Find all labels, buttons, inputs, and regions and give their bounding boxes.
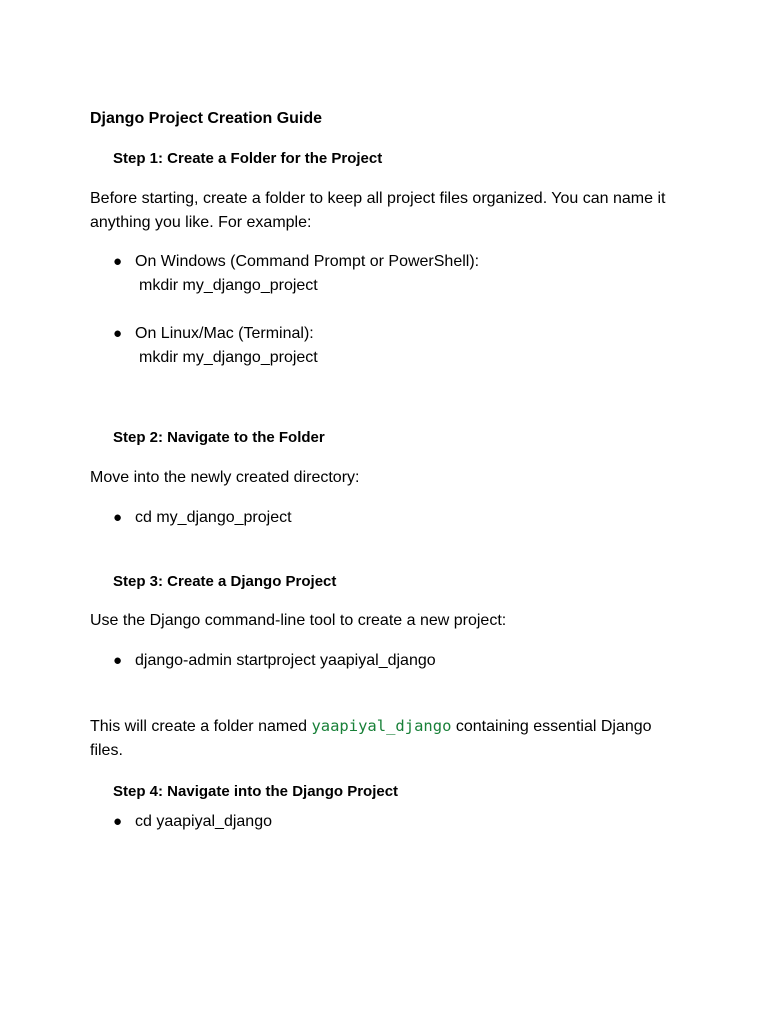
list-item <box>113 506 292 530</box>
list-item-label: On Linux/Mac (Terminal): <box>135 325 314 342</box>
command-text: cd my_django_project <box>135 509 292 526</box>
list-item-content <box>135 250 479 298</box>
step-2-heading: Step 2: Navigate to the Folder <box>113 429 325 446</box>
list-item <box>113 322 318 370</box>
list-item <box>113 649 436 673</box>
bullet-icon: ● <box>113 813 123 830</box>
bullet-icon: ● <box>113 509 123 526</box>
command-text: django-admin startproject yaapiyal_django <box>135 652 436 669</box>
step-3-heading: Step 3: Create a Django Project <box>113 573 337 590</box>
command-text: cd yaapiyal_django <box>135 813 272 830</box>
document-title: Django Project Creation Guide <box>90 110 323 127</box>
step-2-intro: Move into the newly created directory: <box>90 469 360 486</box>
bullet-icon: ● <box>113 253 123 270</box>
bullet-icon: ● <box>113 652 123 669</box>
list-item-content <box>135 322 318 370</box>
inline-code-folder-name: yaapiyal_django <box>311 717 452 735</box>
note-suffix: containing essential Django files. <box>90 718 652 759</box>
step-4-heading: Step 4: Navigate into the Django Project <box>113 783 399 800</box>
step-3-note <box>90 714 670 763</box>
step-3-intro: Use the Django command-line tool to create a new project: <box>90 612 507 629</box>
list-item <box>113 810 272 834</box>
step-1-heading: Step 1: Create a Folder for the Project <box>113 150 383 167</box>
bullet-icon: ● <box>113 325 123 342</box>
list-item-label: On Windows (Command Prompt or PowerShell): <box>135 253 480 270</box>
note-prefix: This will create a folder named <box>90 718 312 735</box>
command-text: mkdir my_django_project <box>139 349 318 366</box>
command-text: mkdir my_django_project <box>139 277 318 294</box>
step-1-intro: Before starting, create a folder to keep all project files organized. You can name it anything you like. For example: <box>90 190 666 231</box>
list-item <box>113 250 479 298</box>
